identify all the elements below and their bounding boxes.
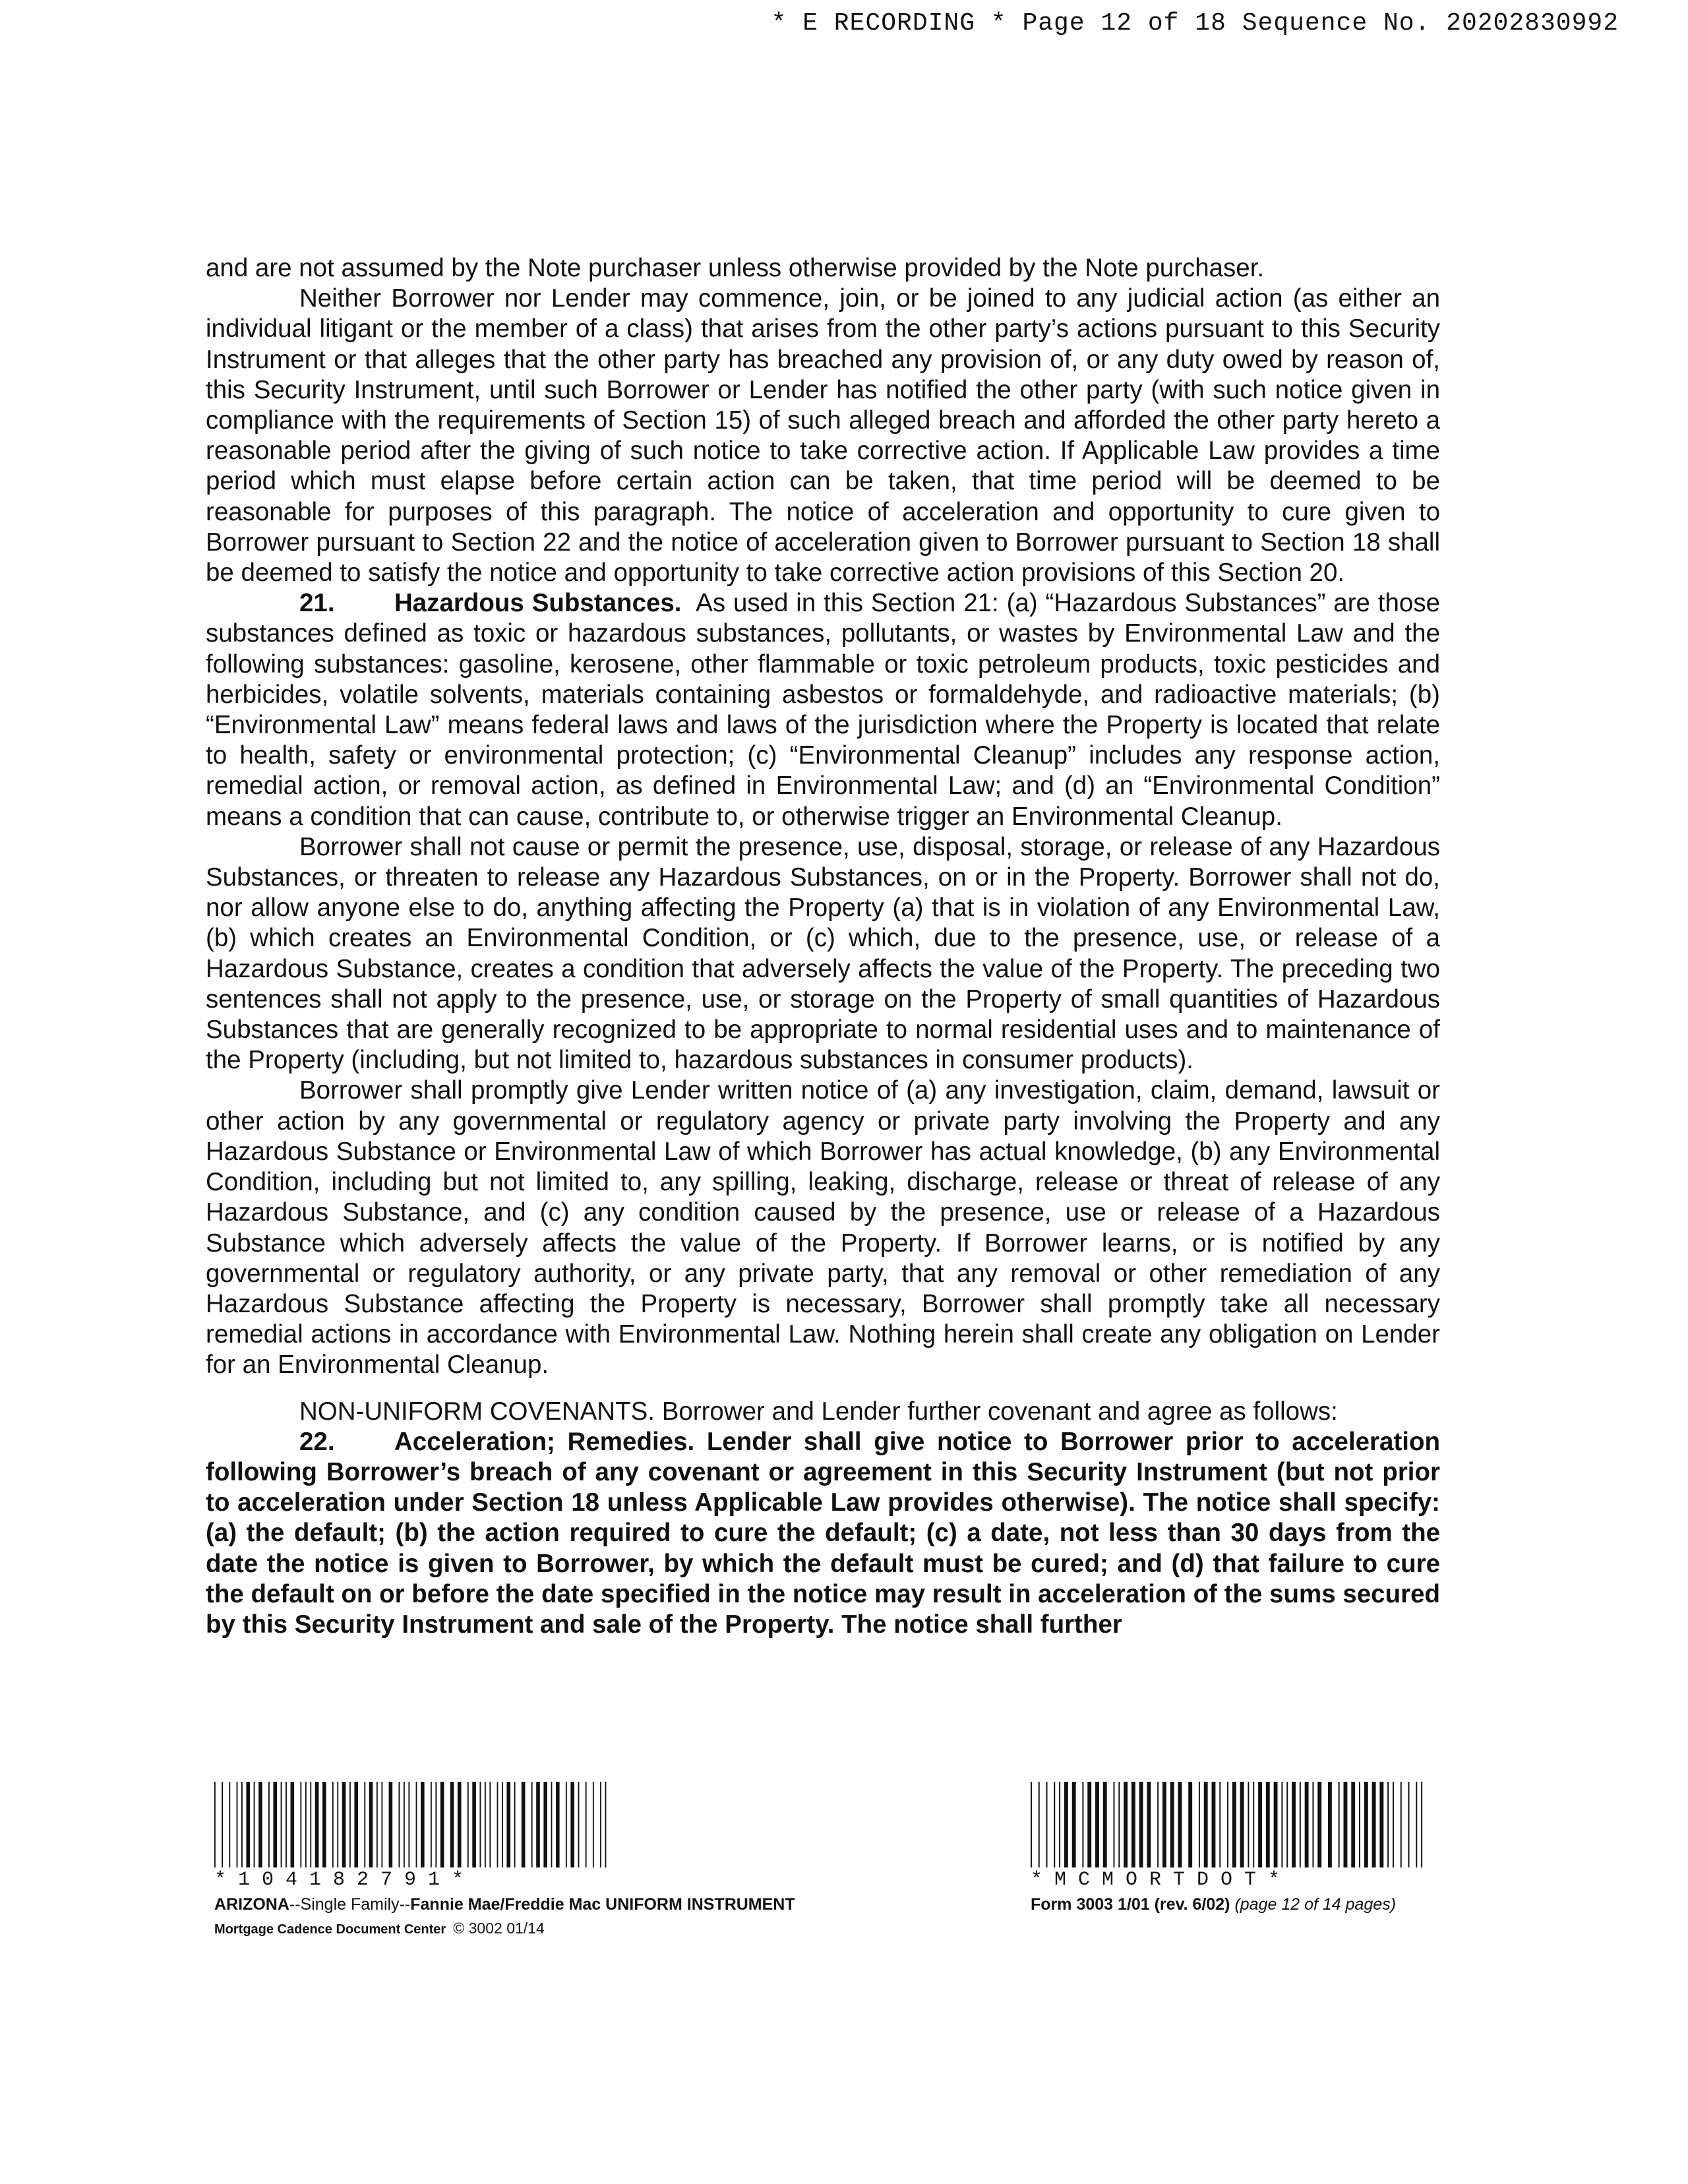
barcode-bar — [1393, 1782, 1394, 1867]
barcode-bar — [502, 1782, 503, 1867]
barcode-caption-right: * M C M O R T D O T * — [1031, 1869, 1281, 1891]
barcode-bar — [1113, 1782, 1114, 1867]
barcode-bar — [310, 1782, 311, 1867]
barcode-bar — [322, 1782, 326, 1867]
barcode-bar — [1421, 1782, 1422, 1867]
barcode-bar — [389, 1782, 393, 1867]
barcode-bar — [570, 1782, 574, 1867]
barcode-bar — [254, 1782, 255, 1867]
section-title: Hazardous Substances. — [394, 589, 682, 618]
barcode-bar — [1416, 1782, 1417, 1867]
barcode-bar — [485, 1782, 486, 1867]
barcode-loan-number — [214, 1782, 610, 1867]
barcode-bar — [364, 1782, 365, 1867]
vendor-code: © 3002 01/14 — [453, 1920, 545, 1937]
barcode-bar — [489, 1782, 491, 1867]
barcode-bar — [241, 1782, 243, 1867]
footer-instrument-line — [214, 1895, 795, 1914]
paragraph-borrower-notice: Borrower shall promptly give Lender written notice of (a) any investigation, claim, demand, lawsuit or other action by any governmental or regulatory agency or private party involving the Property and any Hazardous Substance or Environmental Law of which Borrower has actual knowledge, (b) any Environmental Condition, including but not limited to, any spilling, leaking, discharge, release or threat of release of any Hazardous Substance, and (c) any condition caused by the presence, use or release of a Hazardous Substance which adversely affects the value of the Property. If Borrower learns, or is notified by any governmental or regulatory authority, or any private party, that any removal or other remediation of any Hazardous Substance affecting the Property is necessary, Borrower shall promptly take all necessary remedial actions in accordance with Environmental Law. Nothing herein shall create any obligation on Lender for an Environmental Cleanup. — [206, 1076, 1440, 1380]
barcode-bar — [1328, 1782, 1332, 1867]
barcode-bar — [1232, 1782, 1236, 1867]
barcode-bar — [1178, 1782, 1182, 1867]
barcode-bar — [237, 1782, 238, 1867]
barcode-bar — [1147, 1782, 1151, 1867]
barcode-bar — [551, 1782, 553, 1867]
barcode-bar — [1157, 1782, 1159, 1867]
barcode-bar — [1339, 1782, 1340, 1867]
barcode-bar — [600, 1782, 601, 1867]
barcode-bar — [246, 1782, 250, 1867]
footer-right — [1031, 1782, 1426, 1914]
barcode-bar — [1095, 1782, 1099, 1867]
barcode-bar — [1054, 1782, 1055, 1867]
barcode-bar — [222, 1782, 223, 1867]
barcode-bar — [1131, 1782, 1135, 1867]
barcode-bar — [421, 1782, 425, 1867]
section-number: 21. — [299, 589, 335, 618]
paragraph-section-20-notice: Neither Borrower nor Lender may commence, join, or be joined to any judicial action (as either an individual litigant or the member of a class) that arises from the other party’s actions pursuant to this Security Instrument or that alleges that the other party has breached any provision of, or any duty owed by reason of, this Security Instrument, until such Borrower or Lender has notified the other party (with such notice given in compliance with the requirements of Section 15) of such alleged breach and afforded the other party hereto a reasonable period after the giving of such notice to take corrective action. If Applicable Law provides a time period which must elapse before certain action can be taken, that time period will be deemed to be reasonable for purposes of this paragraph. The notice of acceleration and opportunity to cure given to Borrower pursuant to Section 22 and the notice of acceleration given to Borrower pursuant to Section 18 shall be deemed to satisfy the notice and opportunity to take corrective action provisions of this Section 20. — [206, 284, 1440, 588]
barcode-bar — [1253, 1782, 1254, 1867]
barcode-bar — [1046, 1782, 1048, 1867]
barcode-bar — [431, 1782, 432, 1867]
barcode-bar — [479, 1782, 481, 1867]
barcode-bar — [1227, 1782, 1228, 1867]
section-text: As used in this Section 21: (a) “Hazardous Substances” are those substances defined as toxic or hazardous substances, pollutants, or wastes by Environmental Law and the following substances: gasoline, kerosene, other flammable or toxic petroleum products, toxic pesticides and herbicides, volatile solvents, materials containing asbestos or formaldehyde, and radioactive materials; (b) “Environmental Law” means federal laws and laws of the jurisdiction where the Property is located that relate to health, safety or environmental protection; (c) “Environmental Cleanup” includes any response action, remedial action, or removal action, as defined in Environmental Law; and (d) an “Environmental Condition” means a condition that can cause, contribute to, or otherwise trigger an Environmental Cleanup. — [206, 589, 1440, 831]
state-label: ARIZONA — [214, 1895, 289, 1914]
barcode-caption-left: * 1 0 4 1 8 2 7 9 1 * — [214, 1869, 464, 1891]
barcode-bar — [286, 1782, 287, 1867]
form-label: Form 3003 1/01 (rev. 6/02) — [1031, 1895, 1230, 1914]
barcode-bar — [291, 1782, 295, 1867]
barcode-bar — [381, 1782, 382, 1867]
barcode-bar — [1344, 1782, 1348, 1867]
barcode-bar — [543, 1782, 547, 1867]
footer-left — [214, 1782, 795, 1937]
barcode-bar — [506, 1782, 510, 1867]
barcode-bar — [1351, 1782, 1355, 1867]
family-label: --Single Family-- — [289, 1895, 411, 1914]
barcode-bar — [435, 1782, 437, 1867]
barcode-bar — [1082, 1782, 1083, 1867]
barcode-bar — [1359, 1782, 1360, 1867]
barcode-bar — [1212, 1782, 1216, 1867]
barcode-doc-type — [1031, 1782, 1426, 1867]
barcode-bar — [514, 1782, 516, 1867]
barcode-bar — [305, 1782, 307, 1867]
barcode-bar — [531, 1782, 533, 1867]
barcode-bar — [1204, 1782, 1208, 1867]
barcode-bar — [497, 1782, 498, 1867]
barcode-bar — [332, 1782, 334, 1867]
barcode-bar — [1317, 1782, 1321, 1867]
barcode-bar — [337, 1782, 338, 1867]
barcode-bar — [408, 1782, 409, 1867]
barcode-bar — [467, 1782, 469, 1867]
barcode-bar — [450, 1782, 454, 1867]
barcode-bar — [342, 1782, 346, 1867]
barcode-bar — [1408, 1782, 1410, 1867]
barcode-bar — [399, 1782, 400, 1867]
barcode-bar — [354, 1782, 358, 1867]
barcode-bar — [522, 1782, 526, 1867]
barcode-bar — [1188, 1782, 1192, 1867]
barcode-bar — [1266, 1782, 1270, 1867]
barcode-bar — [1170, 1782, 1174, 1867]
barcode-bar — [1248, 1782, 1249, 1867]
barcode-bar — [1286, 1782, 1288, 1867]
section-number: 22. — [299, 1427, 335, 1456]
barcode-bar — [229, 1782, 230, 1867]
page-note: (page 12 of 14 pages) — [1234, 1895, 1397, 1914]
barcode-bar — [605, 1782, 607, 1867]
barcode-bar — [578, 1782, 580, 1867]
barcode-bar — [1031, 1782, 1032, 1867]
barcode-bar — [1039, 1782, 1040, 1867]
barcode-bar — [349, 1782, 351, 1867]
barcode-bar — [1292, 1782, 1296, 1867]
paragraph-borrower-shall-not: Borrower shall not cause or permit the presence, use, disposal, storage, or release of any Hazardous Substances, or threaten to release any Hazardous Substances, on or in the Property. Borrower shall not do, nor allow anyone else to do, anything affecting the Property (a) that is in violation of any Environmental Law, (b) which creates an Environmental Condition, or (c) which, due to the presence, use, or release of a Hazardous Substance, creates a condition that adversely affects the value of the Property. The preceding two sentences shall not apply to the presence, use, or storage on the Property of small quantities of Hazardous Substances that are generally recognized to be appropriate to normal residential uses and to maintenance of the Property (including, but not limited to, hazardous substances in consumer products). — [206, 832, 1440, 1075]
barcode-bar — [1118, 1782, 1120, 1867]
recording-header: * E RECORDING * Page 12 of 18 Sequence No. 20202830992 — [771, 9, 1619, 38]
section-22-acceleration — [206, 1427, 1440, 1640]
barcode-bar — [1305, 1782, 1309, 1867]
barcode-bar — [1372, 1782, 1376, 1867]
barcode-bar — [258, 1782, 262, 1867]
barcode-bar — [1139, 1782, 1143, 1867]
barcode-bar — [273, 1782, 277, 1867]
barcode-bar — [1379, 1782, 1383, 1867]
footer-vendor-line — [214, 1920, 795, 1937]
barcode-bar — [1281, 1782, 1282, 1867]
barcode-bar — [556, 1782, 560, 1867]
barcode-bar — [300, 1782, 301, 1867]
footer-form-line — [1031, 1895, 1426, 1914]
barcode-bar — [268, 1782, 270, 1867]
barcode-bar — [1312, 1782, 1313, 1867]
barcode-bar — [566, 1782, 567, 1867]
barcode-bar — [1064, 1782, 1068, 1867]
barcode-bar — [593, 1782, 594, 1867]
barcode-bar — [315, 1782, 319, 1867]
barcode-bar — [214, 1782, 216, 1867]
barcode-bar — [1387, 1782, 1389, 1867]
section-text: Acceleration; Remedies. Lender shall give notice to Borrower prior to acceleration following Borrower’s breach of any covenant or agreement in this Security Instrument (but not prior to acceleration under Section 18 unless Applicable Law provides otherwise). The notice shall specify: (a) the default; (b) the action required to cure the default; (c) a date, not less than 30 days from the date the notice is given to Borrower, by which the default must be cured; and (d) that failure to cure the default on or before the date specified in the notice may result in acceleration of the sums secured by this Security Instrument and sale of the Property. The notice shall further — [206, 1427, 1440, 1639]
barcode-bar — [1364, 1782, 1368, 1867]
barcode-bar — [1124, 1782, 1128, 1867]
barcode-bar — [1162, 1782, 1166, 1867]
barcode-bar — [369, 1782, 373, 1867]
non-uniform-covenants: NON-UNIFORM COVENANTS. Borrower and Lender further covenant and agree as follows: — [299, 1397, 1338, 1426]
barcode-bar — [1199, 1782, 1200, 1867]
barcode-bar — [1072, 1782, 1076, 1867]
section-21-hazardous-substances — [206, 588, 1440, 832]
barcode-bar — [1219, 1782, 1221, 1867]
barcode-bar — [416, 1782, 417, 1867]
barcode-bar — [1103, 1782, 1107, 1867]
barcode-bar — [377, 1782, 378, 1867]
barcode-bar — [458, 1782, 462, 1867]
barcode-bar — [404, 1782, 405, 1867]
barcode-bar — [1059, 1782, 1060, 1867]
barcode-bar — [472, 1782, 476, 1867]
barcode-bar — [1087, 1782, 1091, 1867]
barcode-bar — [1401, 1782, 1402, 1867]
barcode-bar — [1240, 1782, 1244, 1867]
barcode-bar — [586, 1782, 587, 1867]
instrument-label: Fannie Mae/Freddie Mac UNIFORM INSTRUMENT — [410, 1895, 795, 1914]
barcode-bar — [440, 1782, 444, 1867]
barcode-bar — [536, 1782, 540, 1867]
barcode-bar — [1258, 1782, 1262, 1867]
paragraph-continuation: and are not assumed by the Note purchaser unless otherwise provided by the Note purchaser. — [206, 254, 1265, 282]
barcode-bar — [281, 1782, 282, 1867]
document-body — [206, 253, 1440, 1640]
barcode-bar — [1274, 1782, 1278, 1867]
barcode-bar — [1300, 1782, 1301, 1867]
vendor-label: Mortgage Cadence Document Center — [214, 1922, 446, 1937]
